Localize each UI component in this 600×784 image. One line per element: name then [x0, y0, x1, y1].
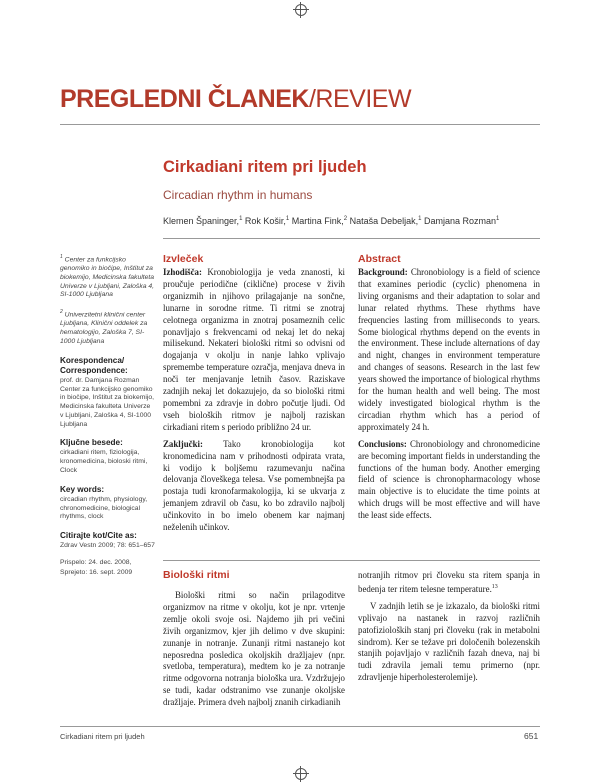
izvlecek-heading: Izvleček — [163, 253, 204, 265]
article-title: Cirkadiani ritem pri ljudeh — [163, 158, 367, 176]
accepted-date: Sprejeto: 16. sept. 2009 — [60, 568, 133, 576]
affiliation-1-number: 1 — [60, 254, 63, 260]
keywords-sl: cirkadiani ritem, fiziologija, kronomedicina, bioloski ritmi, Clock — [60, 449, 148, 475]
author-affiliation-mark: 1 — [496, 216, 500, 222]
author-name: Klemen Španinger, — [163, 216, 240, 226]
section-label-separator: / — [308, 85, 316, 113]
abstract-conclusions-label: Conclusions: — [358, 438, 407, 449]
citation-superscript: 13 — [491, 583, 498, 590]
abstract-column — [358, 267, 540, 527]
cite-text: Zdrav Vestn 2009; 78: 651–657 — [60, 542, 155, 550]
received-date: Prispelo: 24. dec. 2008, — [60, 559, 132, 567]
author-name: Nataša Debeljak, — [347, 216, 419, 226]
keywords-sl-heading: Ključne besede: — [60, 438, 123, 448]
abstract-background-label: Background: — [358, 267, 408, 277]
correspondence-heading: Korespondenca/ Correspondence: — [60, 355, 128, 375]
author-name: Martina Fink, — [289, 216, 344, 226]
izvlecek-background-label: Izhodišča: — [163, 267, 202, 277]
affiliation-1-text: Center za funkcijsko genomiko in biočipe, Inštitut za biokemijo, Medicinska fakulteta Univerze v Ljubljani, Zaloška 4, SI-1000 Ljubljana — [60, 256, 155, 299]
author-affiliation-mark: 1 — [418, 216, 422, 222]
sidebar — [60, 253, 155, 578]
izvlecek-background-text: Kronobiologija je veda znanosti, ki proučuje periodične (ciklične) procese v živih organizmih in njihovo prilagajanje na sončne, lunarne in sorodne ritme. Ti ritmi se znotraj celotnega organizma in znotraj posameznih celic ponavljajo s frekvencami od nekaj let do nekaj milisekund. Nekateri biološki ritmi so odvisni od dogajanja v okolju in nanje lahko vplivajo spremembe temperature ozračja, menjava dneva in noči ter menjavanje letnih časov. Raziskave zadnjih nekaj let dokazujejo, da so biološki ritmi pomembni za zdravje in dobro počutje ljudi. Od vseh bioloških ritmov je najbolj raziskan cirkadiani ritem s periodo približno 24 ur. — [163, 267, 345, 432]
affiliation-1 — [60, 253, 155, 300]
registration-mark-top — [295, 4, 307, 16]
section-label-slovene: PREGLEDNI ČLANEK — [60, 85, 309, 113]
abstract-background-text: Chronobiology is a field of science that examines periodic (cyclic) phenomena in living organisms and their adaptation to solar and lunar related rhythms. These rhythms have frequencies lasting from milliseconds to years. Some biological rhythms depend on the events in the environment. These include alternations of day and night, changes in environment temperature and changes of seasons. Research in the last few years showed the importance of biological rhythms for the human health and well being. The most widely investigated biological rhythm is the circadian rhythm which has a period of approximately 24 h. — [358, 267, 540, 432]
registration-mark-bottom — [295, 768, 307, 780]
affiliation-2-number: 2 — [60, 309, 63, 316]
body-left-column — [163, 590, 345, 714]
running-title: Cirkadiani ritem pri ljudeh — [60, 732, 145, 741]
abstract-background — [358, 267, 540, 434]
izvlecek-conclusions — [163, 439, 345, 534]
section-label-english: REVIEW — [315, 85, 412, 113]
body-paragraph — [358, 570, 540, 596]
section-label — [60, 85, 411, 114]
article-subtitle: Circadian rhythm in humans — [163, 188, 313, 202]
author-name: Damjana Rozman — [421, 216, 497, 226]
keywords-en: circadian rhythm, physiology, chronomedicine, biological rhythms, clock — [60, 495, 148, 521]
body-right-column — [358, 570, 540, 689]
abstract-conclusions-text: Chronobiology and chronomedicine are becoming important fields in understanding the functions of the human body. Another emerging field of science is chronopharmacology whose main objective is to elucidate the time points at which drugs will be most effective and will have the least side effects. — [358, 438, 540, 521]
body-paragraph: V zadnjih letih se je izkazalo, da biološki ritmi vplivajo na nastanek in razvoj različnih patofizioloških stanj pri človeku (rak in metabolni sindrom). Ker se težave pri določenih bolezenskih stanjih pojavljajo v različnih fazah dneva, naj bi tudi zdravila jemali temu primerno (npr. zdravljenje hiperholesterolemije). — [358, 600, 540, 683]
body-paragraph: Biološki ritmi so način prilagoditve organizmov na ritme v okolju, kot je npr. vrtenje zemlje okoli svoje osi. Najdemo jih pri večini živih organizmov, kjer jih delimo v dve skupini: zunanje in notranje. Zunanji ritmi nastanejo kot neposredna posledica okoljskih dražljajev (npr. svetloba, temperatura), medtem ko je za notranje ritme odgovorna notranja biološka ura. Vzdržujejo se tudi, kadar odstranimo vse zunanje okoljske dražljaje. Primera dveh najbolj znanih cirkadianih — [163, 590, 345, 708]
author-list — [163, 216, 499, 226]
affiliation-2 — [60, 308, 155, 346]
section-heading: Biološki ritmi — [163, 569, 230, 581]
body-paragraph-text: notranjih ritmov pri človeku sta ritem spanja in bedenja ter ritem telesne temperature. — [358, 570, 540, 594]
izvlecek-conclusions-text: Tako kronobiologija kot kronomedicina nam v prihodnosti odpirata vrata, ki vodijo k boljšemu razumevanju načina delovanja človeškega telesa. Vse pomembnejša pa postaja tudi kronofarmakologija, ki se ukvarja z jemanjem zdravil ob času, ko bo zdravilo najbolj učinkovito in bo imelo obenem kar najmanj neželenih učinkov. — [163, 438, 345, 533]
abstract-divider — [163, 560, 540, 561]
izvlecek-background — [163, 267, 345, 434]
authors-divider — [163, 238, 540, 239]
izvlecek-column — [163, 267, 345, 539]
abstract-conclusions — [358, 439, 540, 522]
footer-divider — [60, 726, 540, 727]
header-divider — [60, 124, 540, 125]
affiliation-2-text: Univerzitetni klinični center Ljubljana, Klinični oddelek za hematologijo, Zaloška 7, SI-1000 Ljubljana — [60, 311, 148, 345]
author-affiliation-mark: 1 — [239, 216, 243, 222]
cite-heading: Citirajte kot/Cite as: — [60, 531, 137, 541]
author-affiliation-mark: 1 — [285, 216, 290, 222]
abstract-heading: Abstract — [358, 253, 401, 265]
izvlecek-conclusions-label: Zaključki: — [163, 438, 203, 449]
page-number: 651 — [524, 731, 539, 741]
keywords-en-heading: Key words: — [60, 484, 105, 494]
author-affiliation-mark: 2 — [343, 216, 348, 222]
correspondence-text: prof. dr. Damjana Rozman Center za funkcijsko genomiko in biočipe, Inštitut za biokemijo, Medicinska fakulteta Univerze v Ljubljani, Zaloška 4, SI-1000 Ljubljana — [60, 376, 155, 428]
author-name: Rok Košir, — [242, 216, 286, 226]
